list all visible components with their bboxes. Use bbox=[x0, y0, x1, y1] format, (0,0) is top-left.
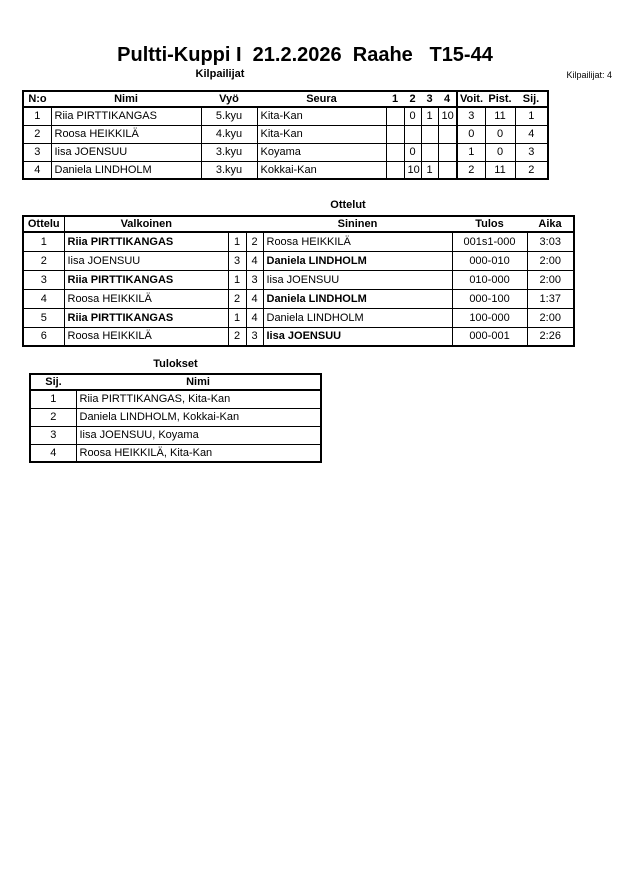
cell-belt: 3.kyu bbox=[201, 143, 257, 161]
header-club: Seura bbox=[257, 91, 386, 107]
matches-table bbox=[22, 215, 575, 347]
header-no: N:o bbox=[23, 91, 51, 107]
cell-wins: 2 bbox=[457, 161, 485, 179]
cell-blue-name: Daniela LINDHOLM bbox=[263, 289, 452, 308]
cell-belt: 4.kyu bbox=[201, 125, 257, 143]
cell-white-no: 3 bbox=[228, 251, 246, 270]
header-blue: Sininen bbox=[263, 216, 452, 232]
cell-result: 000-001 bbox=[452, 327, 527, 346]
cell-blue-name: Roosa HEIKKILÄ bbox=[263, 232, 452, 251]
cell-white-name: Riia PIRTTIKANGAS bbox=[64, 308, 228, 327]
cell-match-2: 0 bbox=[404, 143, 421, 161]
matches-header-row bbox=[23, 216, 574, 232]
cell-blue-no: 3 bbox=[246, 270, 263, 289]
header-match-2: 2 bbox=[404, 91, 421, 107]
competitors-header-row bbox=[23, 91, 548, 107]
cell-blue-name: Iisa JOENSUU bbox=[263, 270, 452, 289]
cell-no: 2 bbox=[23, 125, 51, 143]
cell-match-3 bbox=[421, 125, 438, 143]
cell-time: 2:00 bbox=[527, 270, 574, 289]
cell-place: 2 bbox=[515, 161, 548, 179]
match-row bbox=[23, 327, 574, 346]
cell-match-3: 1 bbox=[421, 161, 438, 179]
cell-club: Kokkai-Kan bbox=[257, 161, 386, 179]
cell-match-no: 1 bbox=[23, 232, 64, 251]
cell-time: 2:00 bbox=[527, 251, 574, 270]
cell-name: Iisa JOENSUU, Koyama bbox=[76, 426, 321, 444]
cell-blue-no: 4 bbox=[246, 308, 263, 327]
cell-name: Roosa HEIKKILÄ, Kita-Kan bbox=[76, 444, 321, 462]
cell-match-4 bbox=[438, 125, 457, 143]
cell-time: 3:03 bbox=[527, 232, 574, 251]
cell-place: 2 bbox=[30, 408, 76, 426]
cell-match-1 bbox=[386, 107, 404, 125]
cell-white-name: Roosa HEIKKILÄ bbox=[64, 327, 228, 346]
result-row bbox=[30, 426, 321, 444]
competitor-row bbox=[23, 161, 548, 179]
cell-match-2: 10 bbox=[404, 161, 421, 179]
cell-white-name: Roosa HEIKKILÄ bbox=[64, 289, 228, 308]
result-row bbox=[30, 390, 321, 408]
cell-place: 1 bbox=[30, 390, 76, 408]
cell-wins: 1 bbox=[457, 143, 485, 161]
match-row bbox=[23, 289, 574, 308]
results-table bbox=[29, 373, 322, 463]
competitors-table bbox=[22, 90, 549, 180]
header-blue-no bbox=[246, 216, 263, 232]
cell-match-2 bbox=[404, 125, 421, 143]
header-match-3: 3 bbox=[421, 91, 438, 107]
cell-white-no: 2 bbox=[228, 289, 246, 308]
result-row bbox=[30, 444, 321, 462]
cell-match-no: 3 bbox=[23, 270, 64, 289]
matches-section-label: Ottelut bbox=[330, 199, 366, 211]
cell-place: 3 bbox=[30, 426, 76, 444]
competitor-row bbox=[23, 143, 548, 161]
result-row bbox=[30, 408, 321, 426]
match-row bbox=[23, 232, 574, 251]
cell-match-2: 0 bbox=[404, 107, 421, 125]
header-result: Tulos bbox=[452, 216, 527, 232]
cell-blue-no: 4 bbox=[246, 289, 263, 308]
results-header-row bbox=[30, 374, 321, 390]
cell-points: 0 bbox=[485, 125, 515, 143]
cell-name: Riia PIRTTIKANGAS bbox=[51, 107, 201, 125]
cell-blue-no: 2 bbox=[246, 232, 263, 251]
cell-match-3 bbox=[421, 143, 438, 161]
cell-match-3: 1 bbox=[421, 107, 438, 125]
header-name: Nimi bbox=[76, 374, 321, 390]
header-white-no bbox=[228, 216, 246, 232]
cell-blue-name: Daniela LINDHOLM bbox=[263, 251, 452, 270]
page-title: Pultti-Kuppi I 21.2.2026 Raahe T15-44 bbox=[117, 44, 493, 66]
cell-white-no: 1 bbox=[228, 270, 246, 289]
cell-place: 4 bbox=[515, 125, 548, 143]
cell-no: 1 bbox=[23, 107, 51, 125]
cell-time: 1:37 bbox=[527, 289, 574, 308]
cell-match-1 bbox=[386, 125, 404, 143]
header-time: Aika bbox=[527, 216, 574, 232]
cell-wins: 3 bbox=[457, 107, 485, 125]
cell-points: 11 bbox=[485, 107, 515, 125]
header-wins: Voit. bbox=[457, 91, 485, 107]
cell-wins: 0 bbox=[457, 125, 485, 143]
cell-match-1 bbox=[386, 143, 404, 161]
cell-time: 2:00 bbox=[527, 308, 574, 327]
cell-result: 000-100 bbox=[452, 289, 527, 308]
header-points: Pist. bbox=[485, 91, 515, 107]
cell-time: 2:26 bbox=[527, 327, 574, 346]
header-belt: Vyö bbox=[201, 91, 257, 107]
cell-white-name: Riia PIRTTIKANGAS bbox=[64, 232, 228, 251]
cell-club: Kita-Kan bbox=[257, 125, 386, 143]
cell-place: 3 bbox=[515, 143, 548, 161]
header-name: Nimi bbox=[51, 91, 201, 107]
results-section-label: Tulokset bbox=[153, 358, 198, 370]
cell-points: 0 bbox=[485, 143, 515, 161]
cell-match-no: 5 bbox=[23, 308, 64, 327]
cell-result: 010-000 bbox=[452, 270, 527, 289]
cell-result: 000-010 bbox=[452, 251, 527, 270]
cell-club: Kita-Kan bbox=[257, 107, 386, 125]
header-match-1: 1 bbox=[386, 91, 404, 107]
cell-blue-no: 3 bbox=[246, 327, 263, 346]
cell-no: 4 bbox=[23, 161, 51, 179]
competitor-row bbox=[23, 125, 548, 143]
cell-white-name: Riia PIRTTIKANGAS bbox=[64, 270, 228, 289]
header-place: Sij. bbox=[30, 374, 76, 390]
cell-place: 1 bbox=[515, 107, 548, 125]
cell-club: Koyama bbox=[257, 143, 386, 161]
cell-match-4: 10 bbox=[438, 107, 457, 125]
cell-name: Daniela LINDHOLM bbox=[51, 161, 201, 179]
cell-match-1 bbox=[386, 161, 404, 179]
cell-blue-name: Iisa JOENSUU bbox=[263, 327, 452, 346]
cell-white-name: Iisa JOENSUU bbox=[64, 251, 228, 270]
cell-match-no: 6 bbox=[23, 327, 64, 346]
cell-name: Riia PIRTTIKANGAS, Kita-Kan bbox=[76, 390, 321, 408]
header-white: Valkoinen bbox=[64, 216, 228, 232]
cell-white-no: 1 bbox=[228, 308, 246, 327]
competitor-row bbox=[23, 107, 548, 125]
cell-match-4 bbox=[438, 161, 457, 179]
match-row bbox=[23, 251, 574, 270]
cell-points: 11 bbox=[485, 161, 515, 179]
cell-no: 3 bbox=[23, 143, 51, 161]
cell-place: 4 bbox=[30, 444, 76, 462]
competitors-count: Kilpailijat: 4 bbox=[566, 70, 612, 80]
cell-blue-name: Daniela LINDHOLM bbox=[263, 308, 452, 327]
cell-match-4 bbox=[438, 143, 457, 161]
match-row bbox=[23, 308, 574, 327]
match-row bbox=[23, 270, 574, 289]
cell-belt: 5.kyu bbox=[201, 107, 257, 125]
cell-match-no: 4 bbox=[23, 289, 64, 308]
cell-blue-no: 4 bbox=[246, 251, 263, 270]
cell-name: Iisa JOENSUU bbox=[51, 143, 201, 161]
cell-result: 001s1-000 bbox=[452, 232, 527, 251]
cell-name: Daniela LINDHOLM, Kokkai-Kan bbox=[76, 408, 321, 426]
cell-white-no: 1 bbox=[228, 232, 246, 251]
cell-result: 100-000 bbox=[452, 308, 527, 327]
header-match-4: 4 bbox=[438, 91, 457, 107]
cell-name: Roosa HEIKKILÄ bbox=[51, 125, 201, 143]
cell-match-no: 2 bbox=[23, 251, 64, 270]
cell-belt: 3.kyu bbox=[201, 161, 257, 179]
cell-white-no: 2 bbox=[228, 327, 246, 346]
header-place: Sij. bbox=[515, 91, 548, 107]
header-match: Ottelu bbox=[23, 216, 64, 232]
competitors-section-label: Kilpailijat bbox=[195, 68, 245, 80]
